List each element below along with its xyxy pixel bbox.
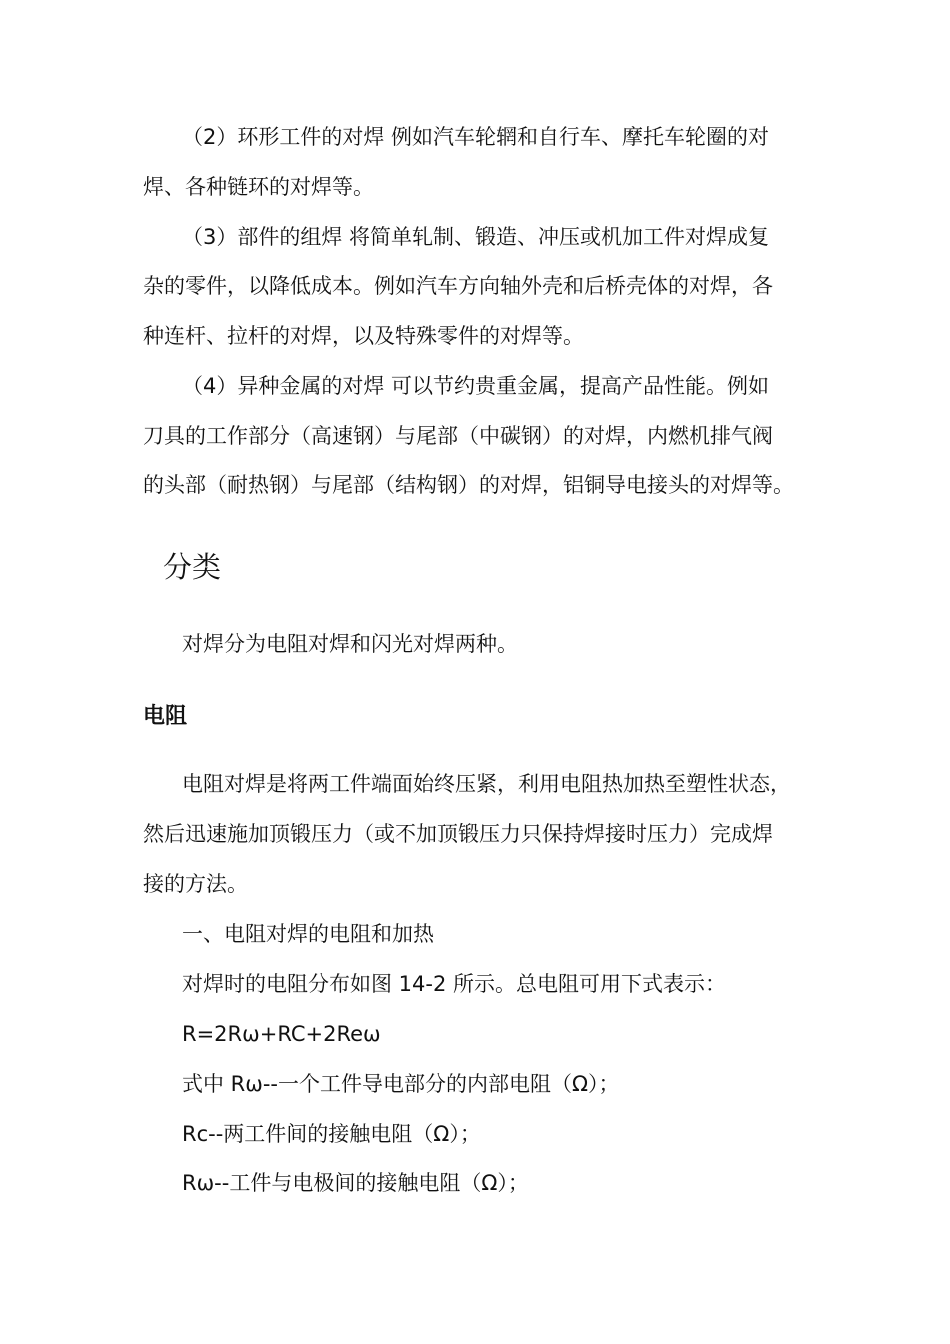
paragraph-2-line-2: 焊、各种链环的对焊等。 <box>143 175 374 199</box>
definition-1: 式中 Rω--一个工件导电部分的内部电阻（Ω）； <box>182 1072 620 1096</box>
paragraph-3-line-3: 种连杆、拉杆的对焊，以及特殊零件的对焊等。 <box>143 324 584 348</box>
formula-intro: 对焊时的电阻分布如图 14-2 所示。总电阻可用下式表示： <box>182 972 727 996</box>
classification-text: 对焊分为电阻对焊和闪光对焊两种。 <box>182 632 518 656</box>
resistance-intro-line-1: 电阻对焊是将两工件端面始终压紧，利用电阻热加热至塑性状态， <box>182 772 791 796</box>
resistance-intro-line-3: 接的方法。 <box>143 872 248 896</box>
subheading-resistance-heating: 一、电阻对焊的电阻和加热 <box>182 922 434 946</box>
paragraph-4-line-2: 刀具的工作部分（高速钢）与尾部（中碳钢）的对焊，内燃机排气阀 <box>143 424 773 448</box>
resistance-intro-line-2: 然后迅速施加顶锻压力（或不加顶锻压力只保持焊接时压力）完成焊 <box>143 822 773 846</box>
section-heading-classification: 分类 <box>163 550 222 584</box>
definition-2: Rc--两工件间的接触电阻（Ω）； <box>182 1122 481 1146</box>
paragraph-3-line-1: （3）部件的组焊 将简单轧制、锻造、冲压或机加工件对焊成复 <box>182 225 770 249</box>
paragraph-4-line-3: 的头部（耐热钢）与尾部（结构钢）的对焊，铝铜导电接头的对焊等。 <box>143 473 794 497</box>
definition-3: Rω--工件与电极间的接触电阻（Ω）； <box>182 1171 529 1195</box>
section-heading-resistance: 电阻 <box>143 704 188 729</box>
paragraph-4-line-1: （4）异种金属的对焊 可以节约贵重金属，提高产品性能。例如 <box>182 374 770 398</box>
paragraph-2-line-1: （2）环形工件的对焊 例如汽车轮辋和自行车、摩托车轮圈的对 <box>182 125 770 149</box>
paragraph-3-line-2: 杂的零件，以降低成本。例如汽车方向轴外壳和后桥壳体的对焊，各 <box>143 274 773 298</box>
formula: R=2Rω+RC+2Reω <box>182 1022 381 1046</box>
